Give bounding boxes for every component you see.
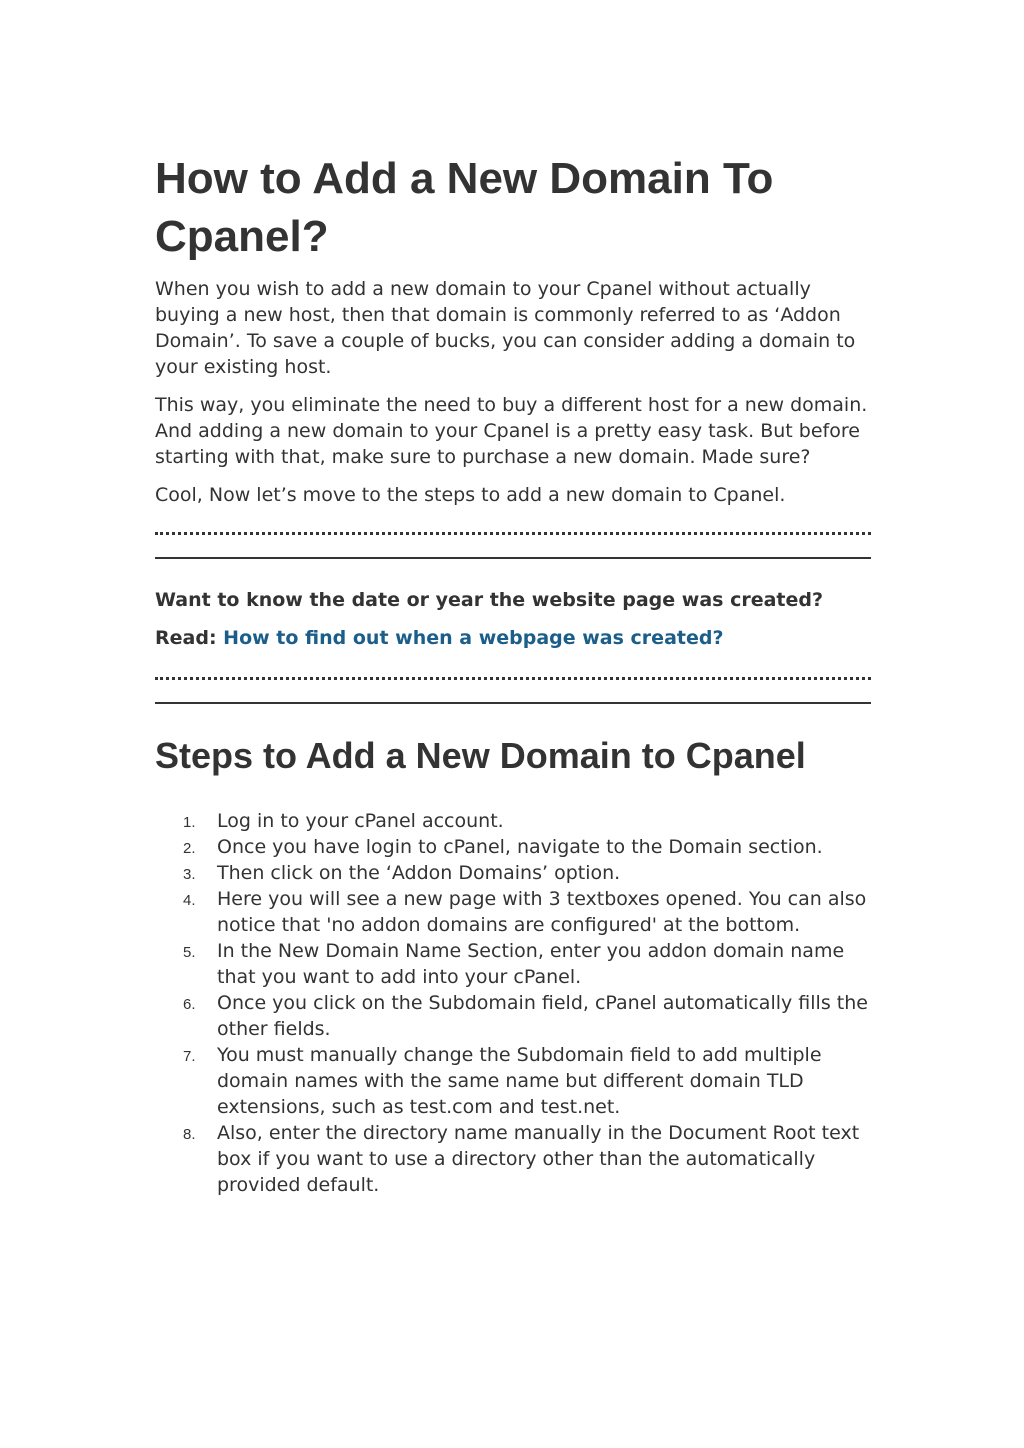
list-item	[155, 834, 871, 860]
steps-list	[155, 808, 871, 1198]
document-page	[155, 150, 871, 1198]
list-item-text: Log in to your cPanel account.	[217, 810, 504, 832]
list-item-number: 8.	[183, 1126, 196, 1143]
list-item-number: 7.	[183, 1048, 196, 1065]
intro-paragraph-2: This way, you eliminate the need to buy a different host for a new domain. And adding a new domain to your Cpanel is a pretty easy task. But before starting with that, make sure to purchase a new domain. Made sure?	[155, 394, 868, 468]
dotted-divider	[155, 532, 871, 535]
list-item	[155, 886, 871, 938]
intro-paragraph-3: Cool, Now let’s move to the steps to add a new domain to Cpanel.	[155, 484, 786, 506]
steps-heading: Steps to Add a New Domain to Cpanel	[155, 735, 806, 776]
list-item-number: 3.	[183, 866, 196, 883]
callout-read-line	[155, 625, 871, 651]
list-item-number: 4.	[183, 892, 196, 909]
list-item-number: 2.	[183, 840, 196, 857]
list-item-text: Also, enter the directory name manually in the Document Root text box if you want to use a directory other than the automatically provided default.	[217, 1122, 860, 1196]
solid-divider	[155, 702, 871, 704]
list-item	[155, 860, 871, 886]
list-item	[155, 938, 871, 990]
related-article-link[interactable]: How to find out when a webpage was created?	[223, 627, 724, 649]
list-item-text: Once you click on the Subdomain field, cPanel automatically fills the other fields.	[217, 992, 868, 1040]
list-item	[155, 808, 871, 834]
list-item-number: 5.	[183, 944, 196, 961]
solid-divider	[155, 557, 871, 559]
list-item-text: Here you will see a new page with 3 textboxes opened. You can also notice that 'no addon domains are configured' at the bottom.	[217, 888, 867, 936]
list-item-text: Then click on the ‘Addon Domains’ option.	[217, 862, 621, 884]
related-article-callout	[155, 587, 871, 651]
list-item	[155, 990, 871, 1042]
list-item-number: 6.	[183, 996, 196, 1013]
read-label: Read:	[155, 627, 217, 649]
intro-paragraph-1: When you wish to add a new domain to your Cpanel without actually buying a new host, then that domain is commonly referred to as ‘Addon Domain’. To save a couple of bucks, you can consider adding a domain to your existing host.	[155, 278, 856, 378]
list-item-text: Once you have login to cPanel, navigate to the Domain section.	[217, 836, 823, 858]
dotted-divider	[155, 677, 871, 680]
callout-question: Want to know the date or year the website page was created?	[155, 589, 823, 611]
list-item-number: 1.	[183, 814, 196, 831]
list-item	[155, 1120, 871, 1198]
list-item	[155, 1042, 871, 1120]
page-title: How to Add a New Domain To Cpanel?	[155, 154, 774, 261]
list-item-text: In the New Domain Name Section, enter you addon domain name that you want to add into your cPanel.	[217, 940, 845, 988]
list-item-text: You must manually change the Subdomain field to add multiple domain names with the same name but different domain TLD extensions, such as test.com and test.net.	[217, 1044, 822, 1118]
